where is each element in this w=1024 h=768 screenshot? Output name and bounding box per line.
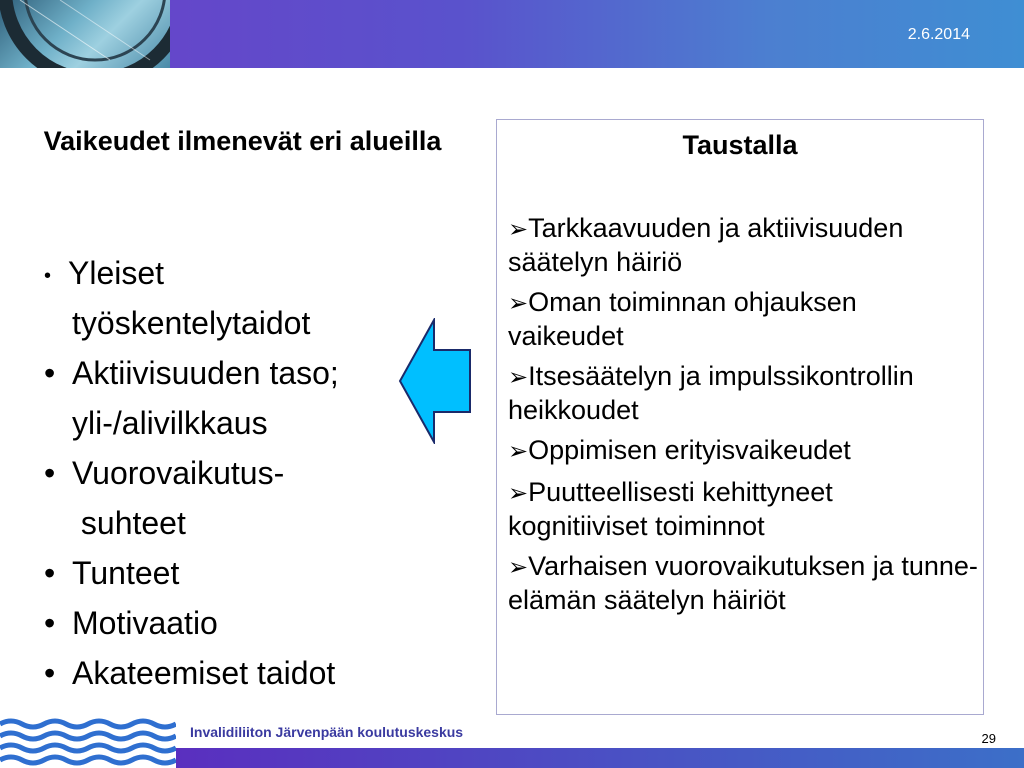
list-item: ➢Oman toiminnan ohjauksen vaikeudet: [508, 287, 857, 351]
bullet-line: • Aktiivisuuden taso;: [44, 355, 339, 391]
arrow-bullet-icon: ➢: [508, 438, 529, 465]
background-panel: [496, 119, 984, 715]
list-item: ➢Varhaisen vuorovaikutuksen ja tunne-elämän säätelyn häiriöt: [508, 551, 978, 615]
list-item: ➢Oppimisen erityisvaikeudet: [508, 435, 851, 465]
bullet-line: suhteet: [72, 505, 186, 541]
page-number: 29: [981, 731, 996, 746]
arrow-bullet-icon: ➢: [508, 554, 529, 581]
panel-title: Taustalla: [682, 130, 798, 160]
bullet-list: [44, 248, 424, 698]
bullet-line: työskentelytaidot: [72, 305, 311, 341]
panel-list: [508, 212, 978, 624]
bullet-line: • Tunteet: [44, 555, 180, 591]
left-title: Vaikeudet ilmenevät eri alueilla: [43, 126, 442, 156]
bullet-line: • Motivaatio: [44, 605, 218, 641]
list-item: ➢Puutteellisesti kehittyneet kognitiiviset toiminnot: [508, 477, 833, 541]
list-item: ➢Tarkkaavuuden ja aktiivisuuden säätelyn häiriö: [508, 213, 904, 277]
footer-org: Invalidiliiton Järvenpään koulutuskeskus: [190, 724, 464, 740]
waves-logo-icon: [0, 716, 176, 768]
arrow-bullet-icon: ➢: [508, 216, 529, 243]
arrow-bullet-icon: ➢: [508, 480, 529, 507]
bullet-line: • Vuorovaikutus-: [44, 455, 285, 491]
slide-date: 2.6.2014: [907, 26, 970, 43]
bullet-line: • Akateemiset taidot: [44, 655, 336, 691]
bullet-line: yli-/alivilkkaus: [72, 405, 268, 441]
arrow-bullet-icon: ➢: [508, 364, 529, 391]
header-photo: [0, 0, 170, 68]
footer-bar: [176, 748, 1024, 768]
bullet-line: • Yleiset: [44, 255, 165, 291]
left-arrow-icon: [398, 318, 474, 444]
list-item: ➢Itsesäätelyn ja impulssikontrollin heikkoudet: [508, 361, 914, 425]
header-bar: [0, 0, 1024, 68]
wheel-image: [0, 0, 170, 68]
arrow-bullet-icon: ➢: [508, 290, 529, 317]
